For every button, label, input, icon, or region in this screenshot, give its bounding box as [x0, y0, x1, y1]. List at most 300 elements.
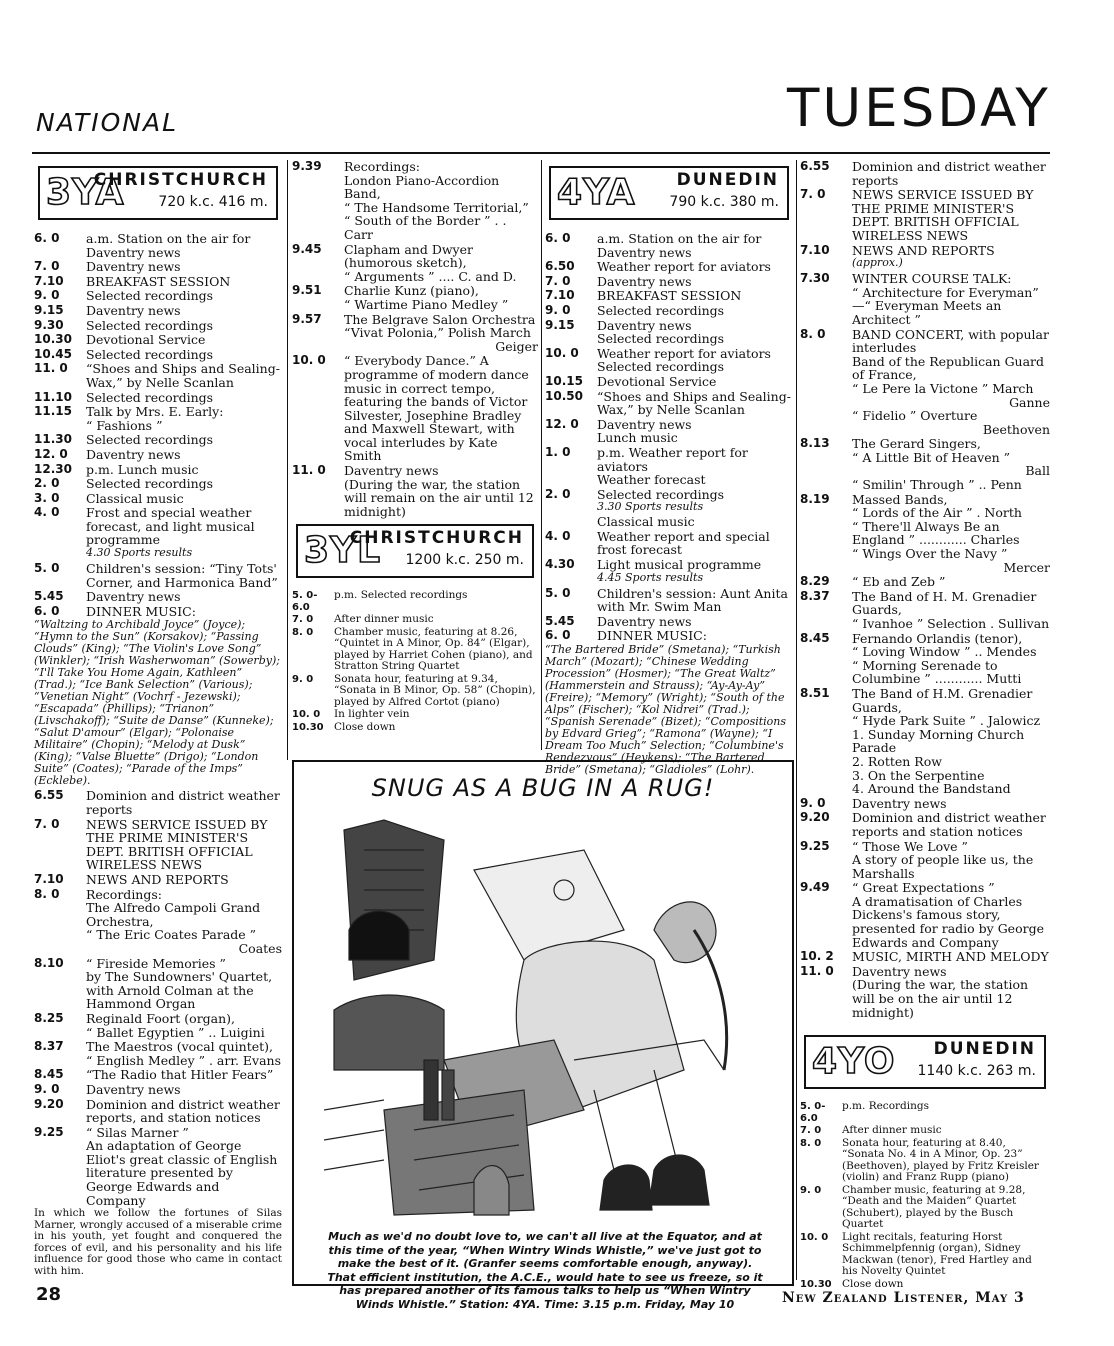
programme-entry: [800, 632, 1050, 686]
programme-details: [597, 446, 793, 487]
programme-entry: [292, 284, 538, 311]
programme-details: [86, 1098, 282, 1125]
programme-line: “ Silas Marner ”: [86, 1124, 189, 1140]
programme-entry: [800, 1185, 1050, 1231]
column-4ya: [545, 160, 793, 778]
programme-line: The Maestros (vocal quintet),: [86, 1039, 274, 1055]
day-title: TUESDAY: [787, 78, 1051, 139]
programme-line: reports: [852, 172, 899, 188]
programme-entry: [800, 1279, 1050, 1291]
programme-line: The Belgrave Salon Orchestra: [344, 311, 536, 327]
programme-time: 6.50: [545, 259, 575, 274]
programme-details: [86, 391, 282, 405]
programme-entry: [292, 243, 538, 284]
programme-time: 8.45: [34, 1067, 64, 1082]
programme-entry: [34, 463, 282, 477]
programme-line: BAND CONCERT, with popular interludes: [852, 326, 1049, 356]
programme-details: [86, 789, 282, 816]
programme-details: [852, 493, 1050, 575]
programme-line: 3. On the Serpentine: [852, 767, 985, 783]
programme-entry: [800, 188, 1050, 242]
programme-time: 5. 0-6.0: [800, 1101, 826, 1124]
programme-details: [344, 464, 538, 518]
programme-list-small: [800, 1101, 1050, 1290]
programme-time: 6.55: [34, 788, 64, 803]
programme-time: 10.30: [34, 332, 72, 347]
programme-entry: [800, 160, 1050, 187]
programme-composer: Coates: [238, 940, 282, 956]
programme-line: programme: [86, 532, 161, 548]
programme-time: 7. 0: [800, 187, 826, 202]
programme-entry: [800, 272, 1050, 326]
programme-line: Selected recordings: [597, 359, 725, 375]
programme-details: After dinner music: [842, 1124, 942, 1137]
programme-entry: [545, 289, 793, 303]
programme-entry: [34, 348, 282, 362]
programme-line: “ The Eric Coates Parade ”: [86, 927, 257, 943]
programme-line: Band of the Republican Guard of France,: [852, 353, 1045, 383]
station-logo: 3YA: [46, 172, 125, 213]
programme-entry: [545, 615, 793, 629]
station-header: [804, 1035, 1046, 1089]
publication-footer: New Zealand Listener, May 3: [782, 1290, 1025, 1306]
programme-line: Selected recordings: [86, 317, 214, 333]
programme-entry: [545, 260, 793, 274]
programme-entry: [800, 797, 1050, 811]
programme-time: 8.13: [800, 436, 830, 451]
station-frequency: 720 k.c. 416 m.: [158, 194, 268, 210]
programme-entry: [292, 464, 538, 518]
programme-time: 8.45: [800, 630, 830, 645]
programme-line: The Alfredo Campoli Grand Orchestra,: [86, 900, 261, 929]
programme-line: Selected recordings: [86, 432, 214, 448]
programme-line: “Shoes and Ships and Sealing-: [86, 361, 280, 377]
programme-line: London Piano-Accordion Band,: [344, 172, 500, 202]
programme-composer: Geiger: [495, 338, 538, 354]
programme-time: 8. 0: [800, 326, 826, 341]
programme-entry: [800, 575, 1050, 589]
feature-caption: Much as we'd no doubt love to, we can't all live at the Equator, and at this time of the year, “When Wintry Winds Whistle,” we've just got to make the best of it. (Granfer seems comfortable enough, anyway). That efficient institution, the A.C.E., would hate to see us freeze, so it has prepared another of its famous talks to help us “When Wintry Winds Whistle.” Station: 4YA. Time: 3.15 p.m. Friday, May 10: [327, 1230, 763, 1311]
programme-time: 8.29: [800, 574, 830, 589]
programme-entry: [34, 1126, 282, 1208]
programme-line: p.m. Weather report for: [597, 444, 748, 460]
programme-details: After dinner music: [334, 613, 434, 626]
programme-details: [86, 506, 282, 561]
programme-composer: Ball: [1025, 463, 1050, 479]
programme-line: Devotional Service: [86, 332, 206, 348]
programme-line: —“ Everyman Meets an Architect ”: [852, 298, 1002, 327]
programme-time: 10. 0: [292, 353, 326, 368]
programme-line: Children's session: “Tiny Tots': [86, 561, 277, 577]
programme-line: Weather report for aviators: [597, 345, 771, 361]
programme-details: [86, 289, 282, 303]
programme-line: Light musical programme: [597, 557, 762, 573]
programme-line: Daventry news: [852, 963, 947, 979]
programme-line: Daventry news: [86, 589, 181, 605]
programme-entry: [34, 433, 282, 447]
column-divider: [287, 160, 288, 760]
programme-entry: [34, 260, 282, 274]
programme-details: [86, 275, 282, 289]
programme-details: [86, 562, 282, 589]
programme-details: [852, 188, 1050, 242]
programme-details: [852, 272, 1050, 326]
programme-line: Classical music: [86, 490, 184, 506]
programme-line: NEWS SERVICE ISSUED BY THE PRIME MINISTER'S DEPT. BRITISH OFFICIAL WIRELESS NEWS: [86, 816, 268, 873]
programme-entry: [545, 629, 793, 643]
programme-line: “ Wartime Piano Medley ”: [344, 296, 509, 312]
programme-entry: [800, 1138, 1050, 1184]
programme-line: Wax,” by Nelle Scanlan: [86, 374, 234, 390]
programme-entry: [292, 722, 538, 734]
programme-entry: [34, 1040, 282, 1067]
programme-details: Sonata hour, featuring at 8.40, “Sonata No. 4 in A Minor, Op. 23” (Beethoven), played by Fritz Kreisler (violin) and Franz Rupp (piano): [842, 1136, 1039, 1184]
programme-details: [597, 530, 793, 557]
programme-time: 7.10: [545, 288, 575, 303]
programme-line: (During the war, the station will be on the air until 12 midnight): [852, 977, 1029, 1020]
programme-details: [86, 304, 282, 318]
programme-time: 11. 0: [800, 963, 834, 978]
programme-line: DINNER MUSIC:: [86, 603, 196, 619]
programme-time: 8.25: [34, 1010, 64, 1025]
programme-time: 9. 0: [34, 288, 60, 303]
programme-time: 12. 0: [34, 446, 68, 461]
programme-entry: [292, 709, 538, 721]
programme-line: “Vivat Polonia,” Polish March: [344, 325, 531, 341]
station-city: DUNEDIN: [933, 1039, 1036, 1060]
programme-line: “ Fidelio ” Overture: [852, 408, 978, 424]
programme-line: Recordings:: [86, 886, 162, 902]
programme-note: 4.30 Sports results: [86, 546, 193, 560]
programme-line: An adaptation of George Eliot's great classic of English literature presented by George Edwards and Company: [86, 1138, 278, 1208]
programme-line: The Band of H. M. Grenadier Guards,: [852, 588, 1037, 618]
programme-line: “ Fashions ”: [86, 417, 163, 433]
programme-line: A dramatisation of Charles Dickens's famous story, presented for radio by George Edwards and Company: [852, 893, 1044, 950]
programme-entry: [800, 437, 1050, 491]
programme-details: [86, 873, 282, 887]
programme-line: reports: [86, 802, 133, 818]
programme-details: [344, 354, 538, 463]
programme-time: 9.57: [292, 311, 322, 326]
programme-entry: [800, 965, 1050, 1019]
programme-details: Chamber music, featuring at 9.28, “Death and the Maiden” Quartet (Schubert), played by the Busch Quartet: [842, 1183, 1026, 1231]
programme-line: NEWS AND REPORTS: [852, 242, 995, 258]
station-header: [296, 524, 534, 578]
programme-time: 12.30: [34, 461, 72, 476]
programme-details: [86, 260, 282, 274]
station-city: CHRISTCHURCH: [93, 170, 268, 190]
programme-details: [597, 629, 793, 643]
programme-line: “ Loving Window ” .. Mendes: [852, 644, 1037, 660]
programme-time: 9. 0: [545, 302, 571, 317]
programme-line: Selected recordings: [597, 302, 725, 318]
programme-line: Fernando Orlandis (tenor),: [852, 630, 1023, 646]
programme-line: “ Arguments ” .... C. and D.: [344, 268, 517, 284]
programme-details: [852, 328, 1050, 437]
programme-entry: [800, 244, 1050, 272]
programme-time: 9.25: [34, 1124, 64, 1139]
dinner-music-list: “Waltzing to Archibald Joyce” (Joyce); “Hymn to the Sun” (Korsakov); “Passing Clouds” (King); “The Violin's Love Song” (Winkler); “Irish Washerwoman” (Sowerby); “I'll Take You Home Again, Kathleen” (Trad.); “Ice Bank Selection” (Various); “Venetian Night” (Vochrf - Jezewski); “Escapada” (Phillips); “Trianon” (Livschakoff); “Suite de Danse” (Kunneke); “Salut D'amour” (Elgar); “Polonaise Militaire” (Chopin); “Melody at Dusk” (King); “Valse Bluette” (Drigo); “London Suite” (Coates); “Parade of the Imps” (Ecklebe).: [34, 618, 280, 788]
programme-time: 8.37: [34, 1039, 64, 1054]
programme-time: 6. 0: [545, 231, 571, 245]
programme-time: 9.49: [800, 880, 830, 895]
programme-time: 6.55: [800, 159, 830, 173]
programme-line: Dominion and district weather: [852, 159, 1046, 174]
programme-line: DINNER MUSIC:: [597, 628, 707, 644]
programme-entry: [34, 590, 282, 604]
programme-entry: [800, 1125, 1050, 1137]
programme-time: 9. 0: [292, 673, 314, 685]
programme-time: 5.45: [34, 589, 64, 604]
station-frequency: 1140 k.c. 263 m.: [917, 1063, 1036, 1080]
programme-details: [852, 950, 1050, 964]
programme-entry: [34, 304, 282, 318]
programme-time: 8.51: [800, 685, 830, 700]
programme-line: Daventry news: [86, 446, 181, 462]
programme-details: Close down: [842, 1277, 904, 1290]
programme-details: [852, 965, 1050, 1019]
programme-time: 4. 0: [34, 505, 60, 520]
programme-details: [86, 605, 282, 619]
programme-entry: [34, 362, 282, 389]
programme-line: Daventry news: [597, 613, 692, 629]
programme-time: 9.20: [34, 1096, 64, 1111]
programme-time: 9.20: [800, 810, 830, 825]
programme-details: [86, 319, 282, 333]
programme-entry: [800, 811, 1050, 838]
programme-line: Frost and special weather: [86, 505, 252, 521]
programme-details: [344, 243, 538, 284]
programme-details: In lighter vein: [334, 708, 410, 721]
programme-time: 11.30: [34, 432, 72, 447]
programme-time: 7. 0: [545, 273, 571, 288]
programme-time: 10. 0: [292, 709, 321, 721]
programme-line: “ Those We Love ”: [852, 838, 968, 854]
programme-time: 8. 0: [800, 1137, 822, 1149]
programme-details: [597, 558, 793, 586]
programme-details: [344, 284, 538, 311]
programme-time: 10.30: [800, 1278, 832, 1290]
programme-time: 5.45: [545, 613, 575, 628]
programme-line: Massed Bands,: [852, 491, 948, 507]
programme-line: The Gerard Singers,: [852, 436, 981, 452]
programme-line: Recordings:: [344, 159, 420, 174]
programme-entry: [545, 587, 793, 614]
programme-line: MUSIC, MIRTH AND MELODY: [852, 949, 1049, 965]
programme-time: 11.10: [34, 389, 72, 404]
station-header: [38, 166, 278, 220]
programme-time: 7. 0: [34, 259, 60, 274]
programme-line: NEWS AND REPORTS: [86, 872, 229, 887]
programme-time: 8. 0: [34, 886, 60, 901]
programme-line: “ English Medley ” . arr. Evans: [86, 1052, 281, 1068]
programme-line: Daventry news: [852, 795, 947, 811]
programme-details: [86, 1040, 282, 1067]
programme-details: p.m. Selected recordings: [334, 589, 468, 602]
programme-details: [852, 437, 1050, 491]
programme-details: [86, 1012, 282, 1039]
programme-time: 10.50: [545, 388, 583, 403]
programme-line: Selected recordings: [86, 389, 214, 405]
programme-entry: [800, 840, 1050, 881]
programme-details: [86, 477, 282, 491]
programme-entry: [800, 1232, 1050, 1278]
programme-line: 2. Rotten Row: [852, 753, 942, 769]
programme-time: 11. 0: [34, 361, 68, 376]
programme-line: “ There'll Always Be an England ” ............ Charles: [852, 518, 1020, 548]
programme-entry: [800, 881, 1050, 949]
programme-entry: [34, 957, 282, 1011]
programme-entry: [545, 304, 793, 318]
programme-line: NEWS SERVICE ISSUED BY THE PRIME MINISTER'S DEPT. BRITISH OFFICIAL WIRELESS NEWS: [852, 187, 1034, 243]
programme-line: Charlie Kunz (piano),: [344, 283, 479, 299]
programme-line: Selected recordings: [86, 288, 214, 304]
programme-time: 4.30: [545, 557, 575, 572]
programme-details: [597, 232, 793, 259]
programme-time: 10. 2: [800, 949, 834, 964]
programme-details: [852, 687, 1050, 796]
programme-time: 8.19: [800, 491, 830, 506]
programme-time: 9.15: [545, 317, 575, 332]
programme-entry: [34, 789, 282, 816]
programme-line: “ A Little Bit of Heaven ”: [852, 449, 1011, 465]
column-4ya-cont: [800, 160, 1050, 1291]
programme-time: 7.10: [34, 872, 64, 886]
programme-time: 6. 0: [34, 603, 60, 618]
programme-time: 11.15: [34, 404, 72, 419]
programme-note: 4.45 Sports results: [597, 570, 704, 584]
programme-entry: [34, 1012, 282, 1039]
programme-line: reports, and station notices: [86, 1110, 261, 1126]
programme-line: Children's session: Aunt Anita: [597, 585, 788, 601]
programme-line: Daventry news: [86, 1081, 181, 1097]
programme-entry: [34, 888, 282, 956]
programme-details: Sonata hour, featuring at 9.34, “Sonata in B Minor, Op. 58” (Chopin), played by Alfred Cortot (piano): [334, 672, 536, 708]
programme-time: 8.10: [34, 955, 64, 970]
programme-entry: [292, 160, 538, 242]
programme-entry: [34, 477, 282, 491]
programme-line: Selected recordings: [597, 331, 725, 347]
programme-details: [597, 289, 793, 303]
programme-entry: [34, 873, 282, 887]
programme-entry: [34, 818, 282, 872]
programme-entry: [800, 590, 1050, 631]
programme-details: [597, 319, 793, 346]
programme-details: [86, 590, 282, 604]
programme-line: BREAKFAST SESSION: [86, 273, 231, 289]
station-header: [549, 166, 789, 220]
programme-details: [86, 888, 282, 956]
programme-line: “ Ivanhoe ” Selection . Sullivan: [852, 616, 1050, 631]
programme-details: [86, 333, 282, 347]
station-frequency: 1200 k.c. 250 m.: [405, 552, 524, 569]
programme-line: A story of people like us, the Marshalls: [852, 852, 1034, 881]
programme-entry: [545, 232, 793, 259]
programme-line: Talk by Mrs. E. Early:: [86, 404, 224, 420]
programme-details: [344, 160, 538, 242]
programme-time: 9.30: [34, 317, 64, 332]
feature-box: [292, 760, 794, 1311]
programme-line: “ Everybody Dance.” A programme of modern dance music in correct tempo, featuring the bands of Victor Silvester, Josephine Bradley and Maxwell Stewart, with vocal interludes by Kate Smith: [344, 353, 529, 464]
programme-details: [86, 405, 282, 432]
programme-entry: [545, 275, 793, 289]
column-3ya: [34, 160, 282, 1277]
section-label: NATIONAL: [36, 108, 179, 137]
programme-time: 7. 0: [292, 614, 314, 626]
programme-line: Daventry news: [344, 463, 439, 479]
programme-entry: [545, 418, 793, 445]
programme-details: [852, 811, 1050, 838]
programme-line: a.m. Station on the air for: [86, 231, 251, 246]
header-rule: [32, 152, 1050, 154]
programme-line: forecast, and light musical: [86, 518, 255, 534]
programme-details: [852, 590, 1050, 631]
programme-entry: [34, 562, 282, 589]
programme-details: [852, 244, 1050, 272]
programme-composer: Mercer: [1003, 559, 1050, 575]
programme-line: a.m. Station on the air for: [597, 231, 762, 246]
feature-title: SNUG AS A BUG IN A RUG!: [371, 774, 715, 802]
programme-line: p.m. Lunch music: [86, 461, 199, 477]
programme-composer: Beethoven: [982, 421, 1050, 437]
programme-entry: [292, 590, 538, 613]
programme-entry: [34, 319, 282, 333]
column-divider: [541, 160, 542, 750]
programme-line: by The Sundowners' Quartet, with Arnold Colman at the Hammond Organ: [86, 969, 273, 1012]
programme-details: [86, 957, 282, 1011]
programme-details: [86, 433, 282, 447]
programme-list-small: [292, 590, 538, 733]
programme-line: 1. Sunday Morning Church Parade: [852, 726, 1025, 756]
programme-details: [86, 492, 282, 506]
programme-details: [597, 347, 793, 374]
programme-entry: [34, 333, 282, 347]
programme-time: 10.15: [545, 373, 583, 388]
programme-line: (During the war, the station will remain on the air until 12 midnight): [344, 476, 534, 519]
dinner-music-list: “The Bartered Bride” (Smetana); “Turkish March” (Mozart); “Chinese Wedding Procession” (Hosmer); “The Great Waltz” (Hammerstein and Strauss); “Ay-Ay-Ay” (Freire); “Memory” (Wright); “South of the Alps” (Fischer); “Kol Nidrei” (Trad.); “Spanish Serenade” (Bizet); “Compositions by Edvard Grieg”; “Ramona” (Wayne); “I Dream Too Much” Selection; “Columbine's Rendezvous” (Heykens); “The Bartered Bride” (Smetana); “Gladioles” (Lohr).: [545, 643, 787, 777]
programme-details: [86, 362, 282, 389]
programme-line: Corner, and Harmonica Band”: [86, 574, 278, 590]
programme-line: “ Morning Serenade to Columbine ” ............ Mutti: [852, 657, 1022, 687]
station-logo: 3YL: [304, 530, 382, 572]
programme-line: “ Eb and Zeb ”: [852, 574, 946, 590]
programme-details: [852, 840, 1050, 881]
programme-line: Weather report and special: [597, 528, 770, 544]
programme-line: aviators: [597, 458, 648, 474]
programme-line: “ Le Pere la Victone ” March: [852, 380, 1034, 396]
programme-line: The Band of H.M. Grenadier Guards,: [852, 685, 1033, 715]
programme-time: 7. 0: [34, 816, 60, 831]
programme-line: Selected recordings: [86, 346, 214, 362]
programme-details: [86, 348, 282, 362]
programme-time: 7.10: [800, 242, 830, 257]
programme-entry: [292, 313, 538, 354]
programme-time: 9. 0: [34, 1081, 60, 1096]
programme-time: 7.10: [34, 273, 64, 288]
station-logo: 4YO: [812, 1041, 896, 1083]
programme-entry: [34, 1083, 282, 1097]
programme-line: “ Wings Over the Navy ”: [852, 546, 1008, 562]
programme-line: Classical music: [597, 514, 695, 530]
programme-line: “The Radio that Hitler Fears”: [86, 1067, 274, 1083]
programme-time: 5. 0-6.0: [292, 590, 318, 613]
programme-entry: [34, 492, 282, 506]
programme-time: 2. 0: [545, 486, 571, 501]
programme-entry: [545, 319, 793, 346]
programme-time: 9.25: [800, 838, 830, 853]
programme-entry: [34, 275, 282, 289]
programme-time: 9.39: [292, 159, 322, 173]
